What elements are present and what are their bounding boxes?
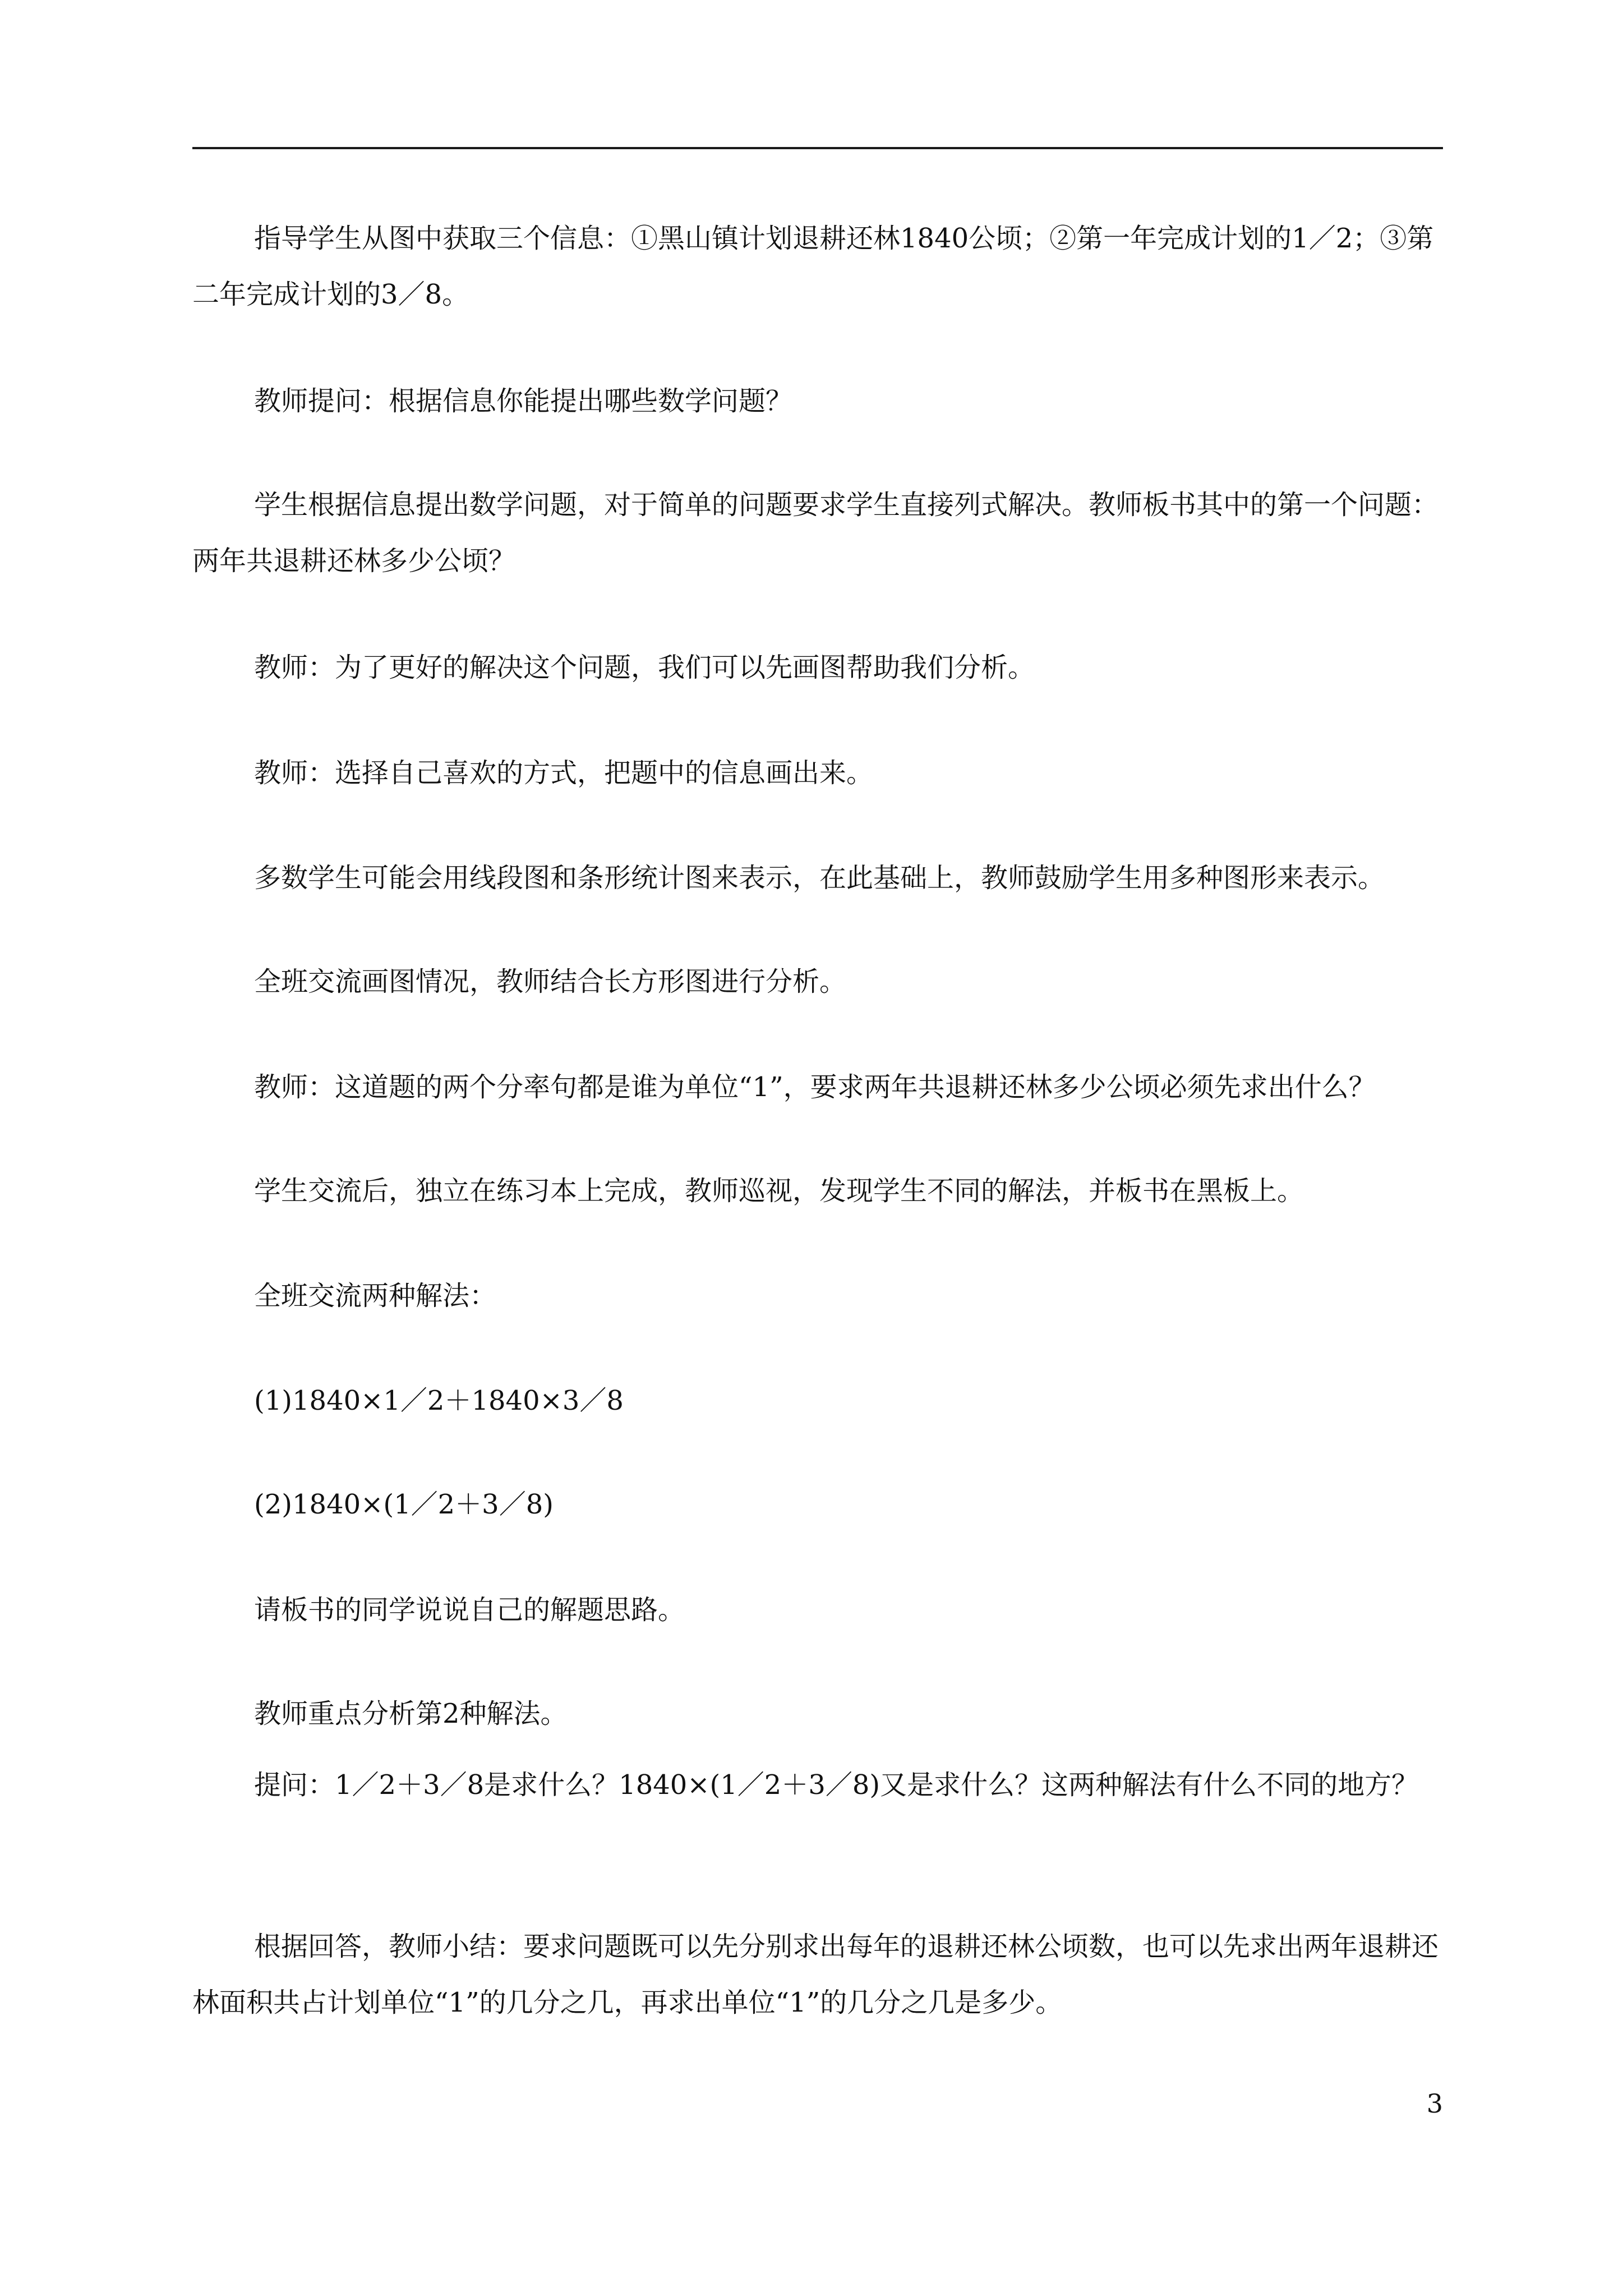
paragraph-teacher-question: 教师提问：根据信息你能提出哪些数学问题？ [254,385,793,417]
paragraph-information: 指导学生从图中获取三个信息：①黑山镇计划退耕还林1840公顷；②第一年完成计划的1／2；③第二年完成计划的3／8。 [192,223,1434,310]
paragraph-student-diagrams: 多数学生可能会用线段图和条形统计图来表示，在此基础上，教师鼓励学生用多种图形来表示。 [254,862,1385,894]
paragraph-teacher-draw: 教师：为了更好的解决这个问题，我们可以先画图帮助我们分析。 [254,652,1035,683]
paragraph-analyze-method-two: 教师重点分析第2种解法。 [254,1698,568,1729]
formula-method-one: (1)1840×1／2＋1840×3／8 [254,1385,624,1416]
header-rule [192,147,1443,149]
paragraph-class-exchange: 全班交流画图情况，教师结合长方形图进行分析。 [254,966,847,997]
paragraph-student-questions: 学生根据信息提出数学问题，对于简单的问题要求学生直接列式解决。教师板书其中的第一个问题：两年共退耕还林多少公顷？ [192,489,1439,577]
paragraph-student-solutions: 学生交流后，独立在练习本上完成，教师巡视，发现学生不同的解法，并板书在黑板上。 [254,1175,1304,1207]
paragraph-summary: 根据回答，教师小结：要求问题既可以先分别求出每年的退耕还林公顷数，也可以先求出两年退耕还林面积共占计划单位“1”的几分之几，再求出单位“1”的几分之几是多少。 [192,1931,1439,2018]
formula-method-two: (2)1840×(1／2＋3／8) [254,1489,554,1520]
paragraph-teacher-choose: 教师：选择自己喜欢的方式，把题中的信息画出来。 [254,757,874,789]
paragraph-two-methods: 全班交流两种解法： [254,1280,497,1312]
paragraph-explain-thinking: 请板书的同学说说自己的解题思路。 [254,1594,685,1626]
paragraph-unit-one-question: 教师：这道题的两个分率句都是谁为单位“1”，要求两年共退耕还林多少公顷必须先求出什么？ [254,1071,1376,1103]
paragraph-comparison-question: 提问：1／2＋3／8是求什么？1840×(1／2＋3／8)又是求什么？这两种解法有什么不同的地方？ [254,1769,1419,1801]
page-number: 3 [1426,2088,1443,2119]
